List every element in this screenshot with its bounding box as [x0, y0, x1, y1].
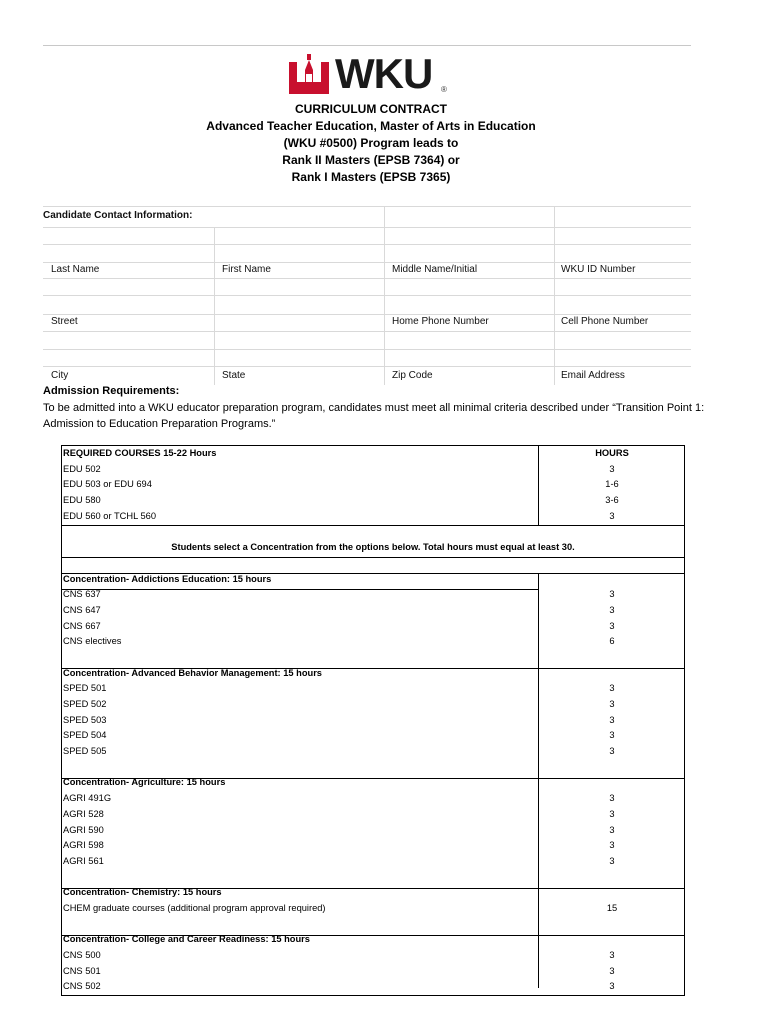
- courses-table: [61, 445, 685, 996]
- course-hours: 3: [609, 683, 615, 694]
- table-row: [62, 493, 684, 509]
- table-row: [62, 948, 684, 964]
- course-name: SPED 501: [63, 683, 107, 694]
- course-name: CNS 667: [63, 620, 101, 631]
- course-hours: 15: [606, 902, 618, 913]
- course-name: CNS 500: [63, 950, 101, 960]
- course-hours: 3: [609, 604, 615, 615]
- concentration-title: Concentration- Agriculture: 15 hours: [63, 777, 226, 788]
- course-name: AGRI 561: [63, 855, 104, 866]
- course-name: AGRI 528: [63, 808, 104, 819]
- course-name: CHEM graduate courses (additional program approval required): [63, 902, 326, 913]
- concentration-title-row: [62, 666, 684, 682]
- middle-name-label: Middle Name/Initial: [392, 264, 478, 275]
- street-label: Street: [51, 316, 78, 327]
- page-title: [0, 101, 742, 186]
- course-hours: 3: [609, 950, 615, 960]
- course-hours: 3: [609, 510, 615, 521]
- course-name: EDU 503 or EDU 694: [63, 479, 152, 490]
- concentration-title-row: [62, 775, 684, 791]
- table-row: [62, 979, 684, 995]
- course-name: CNS 502: [63, 981, 101, 992]
- course-hours: 3: [609, 620, 615, 631]
- admission-heading: Admission Requirements:: [43, 385, 180, 397]
- table-row: [62, 634, 684, 650]
- course-hours: 1-6: [605, 479, 619, 490]
- course-hours: 3: [609, 965, 615, 976]
- table-row: [62, 807, 684, 823]
- city-label: City: [51, 370, 69, 381]
- table-row: [62, 791, 684, 807]
- title-line-5: Rank I Masters (EPSB 7365): [291, 170, 451, 184]
- course-name: SPED 505: [63, 746, 107, 757]
- instruction-text: Students select a Concentration from the options below. Total hours must equal at least 30.: [171, 542, 575, 553]
- table-row: [62, 681, 684, 697]
- table-row: [62, 854, 684, 870]
- course-name: CNS 501: [63, 965, 101, 976]
- table-row: [62, 744, 684, 760]
- title-line-4: Rank II Masters (EPSB 7364) or: [282, 153, 460, 167]
- course-hours: 3: [609, 840, 615, 851]
- table-row: [62, 619, 684, 635]
- state-label: State: [222, 370, 246, 381]
- course-hours: 3: [609, 793, 615, 804]
- required-courses-header: REQUIRED COURSES 15-22 Hours: [63, 448, 217, 458]
- concentration-title: Concentration- Chemistry: 15 hours: [63, 887, 222, 898]
- title-line-1: CURRICULUM CONTRACT: [295, 102, 447, 116]
- course-name: SPED 502: [63, 699, 107, 709]
- table-header-row: [62, 446, 684, 462]
- course-hours: 3: [609, 808, 615, 819]
- table-row: [62, 823, 684, 839]
- course-name: EDU 560 or TCHL 560: [63, 510, 157, 521]
- concentration-title: Concentration- Addictions Education: 15 hours: [63, 573, 272, 584]
- course-hours: 3: [609, 824, 615, 835]
- first-name-label: First Name: [222, 264, 271, 275]
- concentration-title-row: [62, 572, 684, 588]
- table-row: [62, 603, 684, 619]
- table-row: [62, 901, 684, 917]
- contact-heading: Candidate Contact Information:: [43, 210, 193, 221]
- admission-text: To be admitted into a WKU educator preparation program, candidates must meet all minimal criteria described under “Transition Point 1: Admission to Education Preparation Programs.”: [43, 402, 705, 430]
- course-name: AGRI 491G: [63, 793, 112, 804]
- table-row: [62, 728, 684, 744]
- table-row: [62, 838, 684, 854]
- table-row: [62, 462, 684, 478]
- wku-logo: [287, 52, 457, 102]
- course-hours: 3: [609, 746, 615, 757]
- table-row: [62, 477, 684, 493]
- last-name-label: Last Name: [51, 264, 100, 275]
- course-name: SPED 504: [63, 730, 107, 741]
- concentration-title-row: [62, 885, 684, 901]
- zip-code-label: Zip Code: [392, 370, 433, 381]
- course-name: AGRI 590: [63, 824, 104, 835]
- course-hours: 3: [609, 730, 615, 741]
- course-hours: 6: [609, 636, 615, 647]
- course-hours: 3: [609, 714, 615, 725]
- table-row: [62, 587, 684, 603]
- course-name: EDU 502: [63, 463, 101, 474]
- course-name: CNS 637: [63, 589, 101, 600]
- table-row: [62, 713, 684, 729]
- title-line-2: Advanced Teacher Education, Master of Arts in Education: [206, 119, 536, 133]
- table-row: [62, 697, 684, 713]
- wku-wordmark: WKU: [335, 50, 433, 97]
- top-rule: [43, 45, 691, 46]
- table-row: [62, 964, 684, 980]
- wku-id-label: WKU ID Number: [561, 264, 636, 275]
- instruction-row: [62, 540, 684, 556]
- course-hours: 3: [609, 589, 615, 600]
- course-name: CNS electives: [63, 636, 122, 647]
- course-hours: 3: [609, 463, 615, 474]
- home-phone-label: Home Phone Number: [392, 316, 489, 327]
- concentration-title: Concentration- Advanced Behavior Management: 15 hours: [63, 667, 322, 678]
- hours-header: HOURS: [595, 448, 629, 458]
- title-line-3: (WKU #0500) Program leads to: [283, 136, 459, 150]
- course-hours: 3: [609, 699, 615, 709]
- course-hours: 3: [609, 855, 615, 866]
- course-hours: 3: [609, 981, 615, 992]
- course-hours: 3-6: [605, 495, 619, 506]
- table-row: [62, 509, 684, 525]
- cell-phone-label: Cell Phone Number: [561, 316, 649, 327]
- wku-cupola-icon: [287, 52, 331, 96]
- concentration-title: Concentration- College and Career Readiness: 15 hours: [63, 934, 310, 945]
- email-label: Email Address: [561, 370, 625, 381]
- concentration-title-row: [62, 932, 684, 948]
- course-name: CNS 647: [63, 604, 101, 615]
- course-name: EDU 580: [63, 495, 101, 506]
- course-name: AGRI 598: [63, 840, 104, 851]
- registered-mark: ®: [441, 85, 447, 94]
- course-name: SPED 503: [63, 714, 107, 725]
